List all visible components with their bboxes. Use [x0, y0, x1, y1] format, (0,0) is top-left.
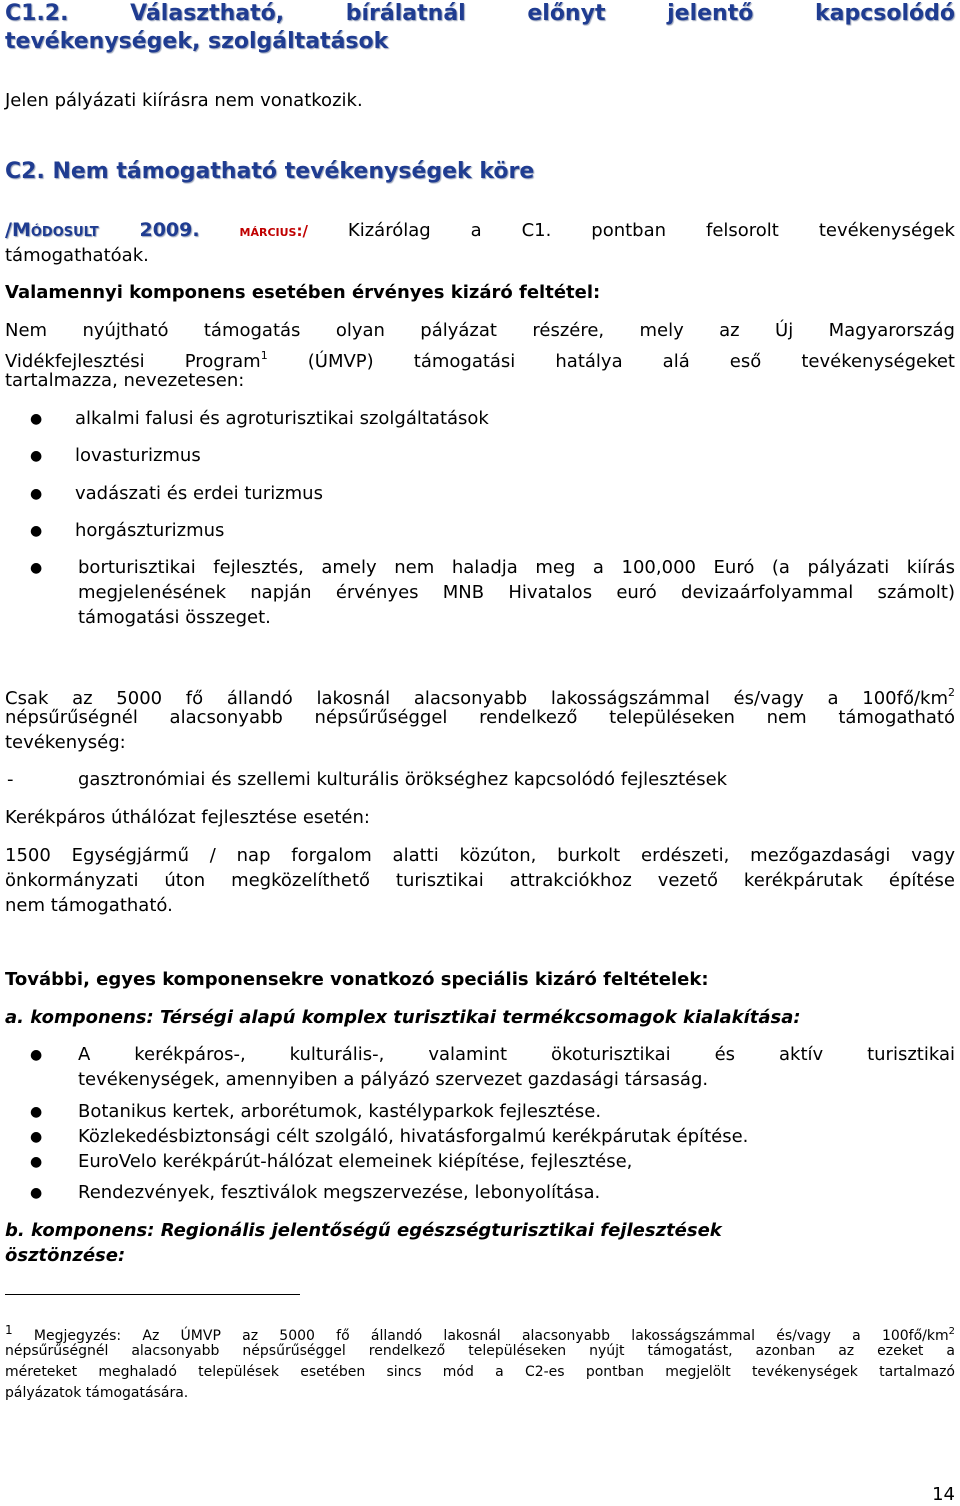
list-item — [5, 518, 955, 543]
section-c2-heading: C2. Nem támogatható tevékenységek köre — [5, 159, 535, 184]
bike-para-line2: önkormányzati úton megközelíthető turisztikai attrakciókhoz vezető kerékpárutak építése — [5, 870, 955, 891]
amendment-tag: /Módosult 2009. — [5, 219, 200, 241]
umvp-para-line3: tartalmazza, nevezetesen: — [5, 370, 245, 391]
list-item-text: tevékenységek, amennyiben a pályázó szervezet gazdasági társaság. — [78, 1069, 709, 1090]
c12-heading-word: kapcsolódó — [815, 1, 955, 26]
amendment-word: tevékenységek — [818, 220, 955, 241]
amendment-line2: támogathatóak. — [5, 245, 149, 266]
bullet-icon: ● — [30, 1185, 43, 1201]
list-item-text: támogatási összeget. — [78, 607, 271, 628]
bike-para-line1: 1500 Egységjármű / nap forgalom alatti közúton, burkolt erdészeti, mezőgazdasági vagy — [5, 845, 955, 866]
list-item — [5, 443, 955, 468]
para-word: támogatás — [203, 320, 301, 341]
bullet-icon: ● — [30, 411, 43, 427]
c12-heading-word: bírálatnál — [345, 1, 466, 26]
list-item — [5, 1149, 955, 1174]
c12-body: Jelen pályázati kiírásra nem vonatkozik. — [5, 90, 363, 111]
footnote-number: 1 — [5, 1323, 13, 1337]
bullet-icon: ● — [30, 1104, 43, 1120]
list-item-text: A kerékpáros-, kulturális-, valamint ökoturisztikai és aktív turisztikai — [78, 1044, 955, 1065]
list-item — [5, 406, 955, 431]
list-item — [5, 481, 955, 506]
c12-heading-word: Választható, — [130, 1, 285, 26]
component-b-heading-line2: ösztönzése: — [5, 1245, 126, 1266]
para-word: Magyarország — [828, 320, 955, 341]
c12-heading-word: C1.2. — [5, 1, 69, 26]
amendment-word: C1. — [521, 220, 552, 241]
amendment-word: pontban — [591, 220, 667, 241]
para-word: az — [719, 320, 740, 341]
component-b-heading: b. komponens: Regionális jelentőségű egészségturisztikai fejlesztések — [5, 1220, 722, 1241]
para-word: nyújtható — [82, 320, 169, 341]
section-c12-heading — [5, 0, 955, 28]
c2-amendment-line — [5, 216, 955, 244]
list-item — [5, 1180, 955, 1205]
settlement-para-line2: népsűrűségnél alacsonyabb népsűrűséggel rendelkező településeken nem támogatható — [5, 707, 955, 728]
para-word: Új — [775, 320, 794, 341]
list-item-text: lovasturizmus — [75, 445, 201, 466]
all-components-subheading: Valamennyi komponens esetében érvényes kizáró feltétel: — [5, 282, 601, 303]
footnote-text: Megjegyzés: Az ÚMVP az 5000 fő állandó lakosnál alacsonyabb lakosságszámmal és/vagy a 100fő/km — [33, 1328, 949, 1344]
bike-heading: Kerékpáros úthálózat fejlesztése esetén: — [5, 807, 370, 828]
c12-heading-word: jelentő — [667, 1, 754, 26]
dash-marker: - — [7, 769, 14, 790]
bullet-icon: ● — [30, 1047, 43, 1063]
para-word: olyan — [335, 320, 385, 341]
list-item — [5, 1042, 955, 1092]
para-word: Nem — [5, 320, 48, 341]
component-a-heading: a. komponens: Térségi alapú komplex turisztikai termékcsomagok kialakítása: — [5, 1007, 801, 1028]
footnote-separator — [5, 1294, 300, 1295]
bullet-icon: ● — [30, 486, 43, 502]
list-item-text: Közlekedésbiztonsági célt szolgáló, hivatásforgalmú kerékpárutak építése. — [78, 1126, 749, 1147]
superscript: 2 — [948, 1326, 956, 1337]
bullet-icon: ● — [30, 448, 43, 464]
list-item — [5, 1099, 955, 1124]
c12-heading-word: előnyt — [527, 1, 606, 26]
bullet-icon: ● — [30, 560, 43, 576]
list-item-text: vadászati és erdei turizmus — [75, 483, 323, 504]
list-item-text: horgászturizmus — [75, 520, 225, 541]
section-c12-heading-line2: tevékenységek, szolgáltatások — [5, 29, 389, 54]
page-number: 14 — [932, 1484, 955, 1505]
settlement-para-line3: tevékenység: — [5, 732, 126, 753]
list-item-text: EuroVelo kerékpárút-hálózat elemeinek kiépítése, fejlesztése, — [78, 1151, 633, 1172]
para-text: Vidékfejlesztési Program — [5, 351, 261, 372]
list-item-text: Rendezvények, fesztiválok megszervezése, lebonyolítása. — [78, 1182, 601, 1203]
special-heading: További, egyes komponensekre vonatkozó speciális kizáró feltételek: — [5, 969, 709, 990]
list-item — [5, 1124, 955, 1149]
bike-para-line3: nem támogatható. — [5, 895, 173, 916]
footnote-ref[interactable]: 1 — [260, 349, 268, 362]
amendment-month: március:/ — [239, 222, 308, 240]
amendment-word: Kizárólag — [347, 220, 431, 241]
para-word: pályázat — [420, 320, 497, 341]
footnote-line2: népsűrűségnél alacsonyabb népsűrűséggel rendelkező településeken nyújt támogatást, azonban az ezeket a — [5, 1343, 955, 1359]
list-item-text: alkalmi falusi és agroturisztikai szolgáltatások — [75, 408, 489, 429]
footnote-line4: pályázatok támogatására. — [5, 1385, 189, 1401]
amendment-word: a — [470, 220, 482, 241]
superscript: 2 — [948, 686, 955, 699]
bullet-icon: ● — [30, 523, 43, 539]
bullet-icon: ● — [30, 1154, 43, 1170]
bullet-icon: ● — [30, 1129, 43, 1145]
umvp-para-line1 — [5, 318, 955, 343]
para-word: mely — [639, 320, 684, 341]
list-item — [5, 555, 955, 630]
footnote-line3: méreteket meghaladó települések esetében sincs mód a C2-es pontban megjelölt tevékenységek tartalmazó — [5, 1364, 955, 1380]
para-text: Csak az 5000 fő állandó lakosnál alacsonyabb lakosságszámmal és/vagy a 100fő/km — [5, 688, 948, 709]
dash-item-text: gasztronómiai és szellemi kulturális örökséghez kapcsolódó fejlesztések — [78, 769, 728, 790]
list-item-text: megjelenésének napján érvényes MNB Hivatalos euró devizaárfolyammal számolt) — [78, 582, 955, 603]
para-word: részére, — [532, 320, 605, 341]
list-item-text: borturisztikai fejlesztés, amely nem haladja meg a 100,000 Euró (a pályázati kiírás — [78, 557, 955, 578]
list-item-text: Botanikus kertek, arborétumok, kastélyparkok fejlesztése. — [78, 1101, 602, 1122]
para-text: (ÚMVP) támogatási hatálya alá eső tevékenységeket — [307, 351, 955, 372]
amendment-word: felsorolt — [705, 220, 779, 241]
